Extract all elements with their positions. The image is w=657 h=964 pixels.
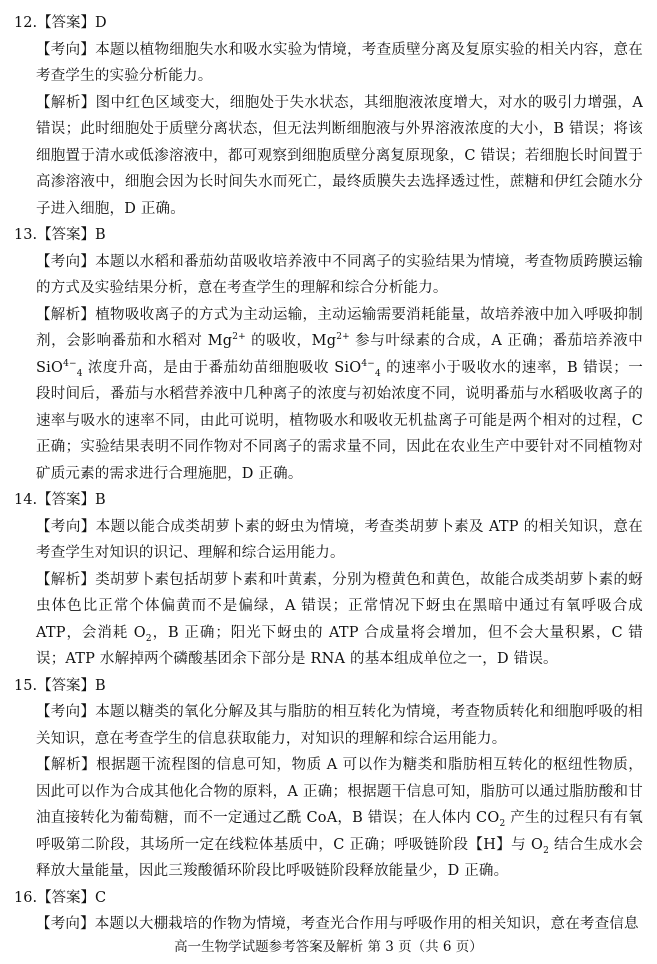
question-12-kaoxiang: 【考向】本题以植物细胞失水和吸水实验为情境，考查质壁分离及复原实验的相关内容，意在考查学生的实验分析能力。 [36, 41, 643, 84]
question-13-jiexi: 【解析】植物吸收离子的方式为主动运输，主动运输需要消耗能量，故培养液中加入呼吸抑制剂，会影响番茄和水稻对 $Mg^{2+}$ 的吸收，$Mg^{2+}$ 参与叶绿素的合成，A 正确；番茄培养液中 SiO$^{4-}_4$ 浓度升高，是由于番茄幼苗细胞吸收 SiO$^{4-}_4$ 的速率小于吸收水的速率，B 错误；一段时间后，番茄与水稻营养液中几种离子的浓度与初始浓度不同，说明番茄与水稻吸收离子的速率与吸水的速率不同，由此可说明，植物吸水和吸收无机盐离子可能是两个相对的过程，C 正确；实验结果表明不同作物对不同离子的需求量不同，因此在农业生产中要针对不同植物对矿质元素的需求进行合理施肥，D 正确。 [36, 306, 644, 482]
question-12-answer: 12.【答案】D [14, 15, 107, 31]
question-13-kaoxiang: 【考向】本题以水稻和番茄幼苗吸收培养液中不同离子的实验结果为情境，考查物质跨膜运输的方式及实验结果分析，意在考查学生的理解和综合分析能力。 [36, 253, 643, 296]
question-15-kaoxiang: 【考向】本题以糖类的氧化分解及其与脂肪的相互转化为情境，考查物质转化和细胞呼吸的相关知识，意在考查学生的信息获取能力，对知识的理解和综合运用能力。 [36, 704, 643, 747]
question-15-answer: 15.【答案】B [14, 677, 106, 694]
question-16-kaoxiang: 【考向】本题以大棚栽培的作物为情境，考查光合作用与呼吸作用的相关知识，意在考查信息 [36, 916, 639, 932]
question-13-answer: 13.【答案】B [14, 227, 106, 243]
question-15-jiexi: 【解析】根据题干流程图的信息可知，物质 A 可以作为糖类和脂肪相互转化的枢纽性物质，因此可以作为合成其他化合物的原料，A 正确；根据题干信息可知，脂肪可以通过脂肪酸和甘油直接转化为葡萄糖，而不一定通过乙酰 CoA，B 错误；在人体内 $CO_2$ 产生的过程只有有氧呼吸第二阶段，其场所一定在线粒体基质中，C 正确；呼吸链阶段【H】与 $O_2$ 结合生成水会释放大量能量，因此三羧酸循环阶段比呼吸链阶段释放能量少，D 正确。 [36, 757, 644, 879]
question-14-answer: 14.【答案】B [14, 492, 106, 508]
question-16-answer: 16.【答案】C [14, 889, 107, 906]
question-12-jiexi: 【解析】图中红色区域变大，细胞处于失水状态，其细胞液浓度增大，对水的吸引力增强，A 错误；此时细胞处于质壁分离状态，但无法判断细胞液与外界溶液浓度的大小，B 错误；将该细胞置于清水或低渗溶液中，都可观察到细胞质壁分离复原现象，C 错误；若细胞长时间置于高渗溶液中，细胞会因为长时间失水而死亡，最终质膜失去选择透过性，蔗糖和伊红会随水分子进入细胞，D 正确。 [36, 94, 643, 217]
question-14-jiexi: 【解析】类胡萝卜素包括胡萝卜素和叶黄素，分别为橙黄色和黄色，故能合成类胡萝卜素的蚜虫体色比正常个体偏黄而不是偏绿，A 错误；正常情况下蚜虫在黑暗中通过有氧呼吸合成 ATP，会消耗 $O_2$，B 正确；阳光下蚜虫的 ATP 合成量将会增加，但不会大量积累，C 错误；ATP 水解掉两个磷酸基团余下部分是 RNA 的基本组成单位之一，D 错误。 [36, 571, 643, 667]
page-footer: 高一生物学试题参考答案及解析 第 3 页（共 6 页） [174, 939, 483, 955]
question-14-kaoxiang: 【考向】本题以能合成类胡萝卜素的蚜虫为情境，考查类胡萝卜素及 ATP 的相关知识，意在考查学生对知识的识记、理解和综合运用能力。 [36, 518, 643, 561]
